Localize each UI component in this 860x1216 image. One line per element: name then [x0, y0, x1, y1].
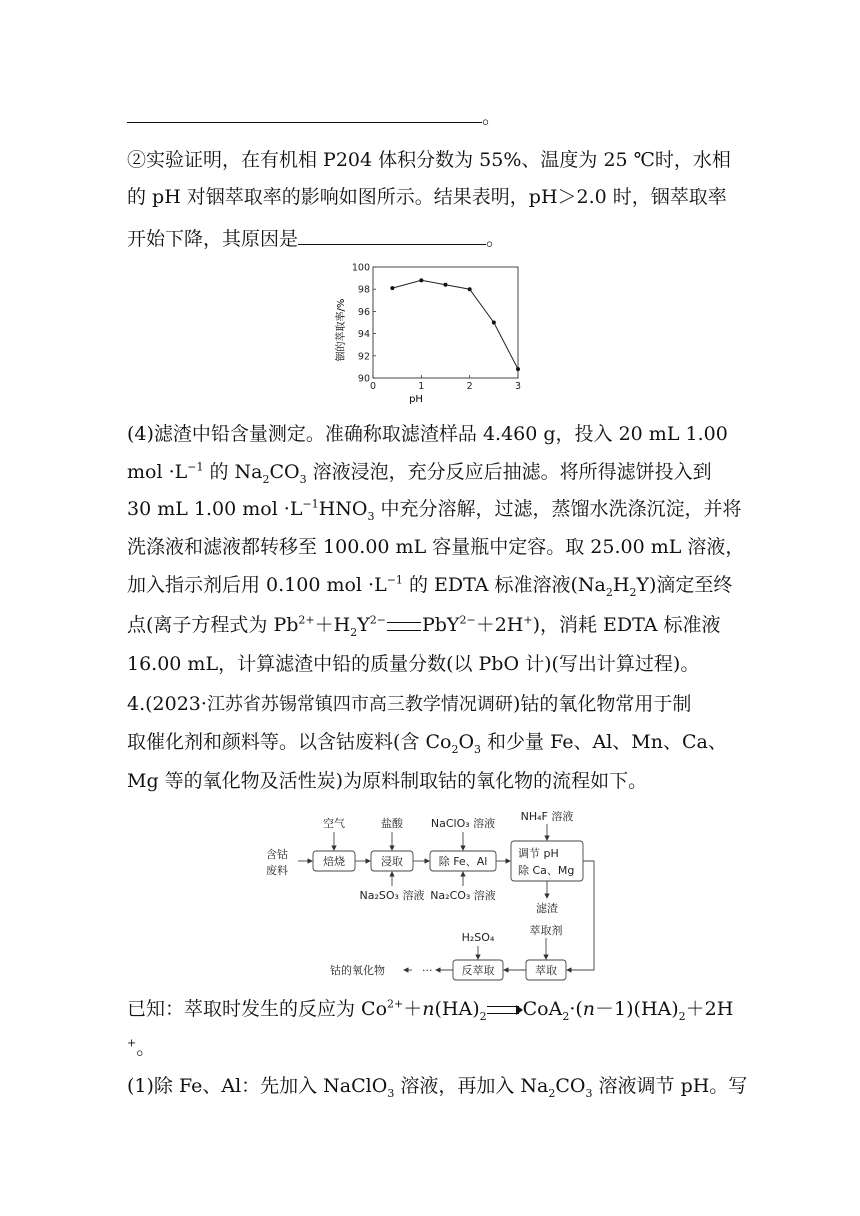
text-line: (4)滤渣中铅含量测定。准确称取滤渣样品 4.460 g，投入 20 mL 1.00: [127, 423, 728, 445]
text-line: ②实验证明，在有机相 P204 体积分数为 55%、温度为 25 ℃时，水相: [127, 149, 731, 171]
flow-h2so4: H₂SO₄: [461, 931, 495, 944]
text-line: 已知：萃取时发生的反应为 $Co^{2+}+n(HA)_2$ $CoA_2\cdot(n-1)(HA)_2+2H$: [127, 997, 734, 1023]
data-point: [444, 283, 448, 287]
flow-hcl: 盐酸: [381, 817, 403, 830]
flow-na2co3: Na₂CO₃ 溶液: [430, 889, 496, 902]
data-point: [492, 321, 496, 325]
chart-xlabel: pH: [409, 394, 423, 405]
equilibrium-arrow: [487, 1006, 523, 1014]
flow-product: 钴的氧化物: [330, 964, 385, 977]
equilibrium-equals-sign: [387, 622, 421, 631]
text-line: 16.00 mL，计算滤渣中铅的质量分数(以 PbO 计)(写出计算过程)。: [127, 653, 700, 675]
text-line: (1)除 Fe、Al：先加入 NaClO$_3$ 溶液，再加入 $Na_2CO_3$ 溶液调节 pH。写: [127, 1075, 748, 1100]
indium-extraction-chart: [330, 258, 530, 408]
y-tick-label: 96: [357, 306, 370, 318]
flow-extract: 萃取: [535, 964, 557, 977]
text-line: 30 mL 1.00 mol $\cdot L^{-1}HNO_3$ 中充分溶解，过滤，蒸馏水洗涤沉淀，并将: [127, 497, 742, 523]
flow-raw-1: 含钴: [266, 848, 288, 861]
text-line: +。: [127, 1036, 156, 1059]
y-tick-label: 94: [357, 329, 370, 341]
text-line: Mg 等的氧化物及活性炭)为原料制取钴的氧化物的流程如下。: [127, 770, 648, 792]
flow-raw-2: 废料: [266, 864, 288, 877]
flow-leach: 浸取: [381, 855, 403, 868]
data-point: [390, 286, 394, 290]
flow-nh4f: NH₄F 溶液: [520, 810, 574, 823]
text-line: 取催化剂和颜料等。以含钴废料(含 $Co_2O_3$ 和少量 Fe、Al、Mn、Ca、: [127, 731, 727, 756]
data-point: [419, 278, 423, 282]
data-point: [516, 367, 520, 371]
text-line: 洗涤液和滤液都转移至 100.00 mL 容量瓶中定容。取 25.00 mL 溶液，: [127, 536, 745, 558]
y-tick-label: 92: [357, 351, 370, 363]
answer-line-1: 。: [127, 104, 737, 129]
answer-blank: [298, 226, 486, 245]
flow-na2so3: Na₂SO₃ 溶液: [359, 889, 425, 902]
x-tick-label: 3: [514, 381, 522, 392]
process-flow-diagram: [260, 808, 620, 988]
flow-residue: 滤渣: [536, 902, 558, 915]
series-line: [392, 280, 518, 369]
flow-naclo3: NaClO₃ 溶液: [430, 817, 496, 830]
flow-dots: ···: [422, 964, 433, 977]
flow-adjust-1: 调节 pH: [518, 847, 559, 860]
answer-blank: [127, 104, 482, 123]
y-tick-label: 98: [357, 284, 370, 296]
flow-roast: 焙烧: [323, 855, 345, 868]
x-tick-label: 1: [418, 381, 425, 392]
text-line: 加入指示剂后用 0.100 mol $\cdot L^{-1}$ 的 EDTA 标准溶液$(Na_2H_2Y)$滴定至终: [127, 573, 733, 599]
flow-air: 空气: [323, 817, 345, 830]
text-line: mol $\cdot L^{-1}$ 的 $Na_2CO_3$ 溶液浸泡，充分反应后抽滤。将所得滤饼投入到: [127, 460, 712, 486]
flow-back-extract: 反萃取: [461, 964, 495, 977]
data-point: [468, 287, 472, 291]
flow-adjust-2: 除 Ca、Mg: [518, 864, 575, 877]
text-line: 开始下降，其原因是 。: [127, 228, 506, 250]
flow-remove-feal: 除 Fe、Al: [438, 855, 488, 868]
chart-ylabel: 铟的萃取率/%: [336, 298, 347, 362]
question-4-line: 4.(2023·江苏省苏锡常镇四市高三教学情况调研)钴的氧化物常用于制: [127, 693, 692, 715]
y-tick-label: 90: [357, 373, 370, 385]
text-line: 点(离子方程式为 $Pb^{2+}+H_2Y^{2-}$ PbY$^{2-}$＋2H+)，消耗 EDTA 标准液: [127, 613, 721, 639]
flow-extractant: 萃取剂: [529, 924, 563, 937]
y-tick-label: 100: [351, 262, 370, 274]
x-tick-label: 0: [369, 381, 377, 392]
x-tick-label: 2: [466, 381, 473, 392]
text-line: 的 pH 对铟萃取率的影响如图所示。结果表明，pH＞2.0 时，铟萃取率: [127, 186, 727, 208]
